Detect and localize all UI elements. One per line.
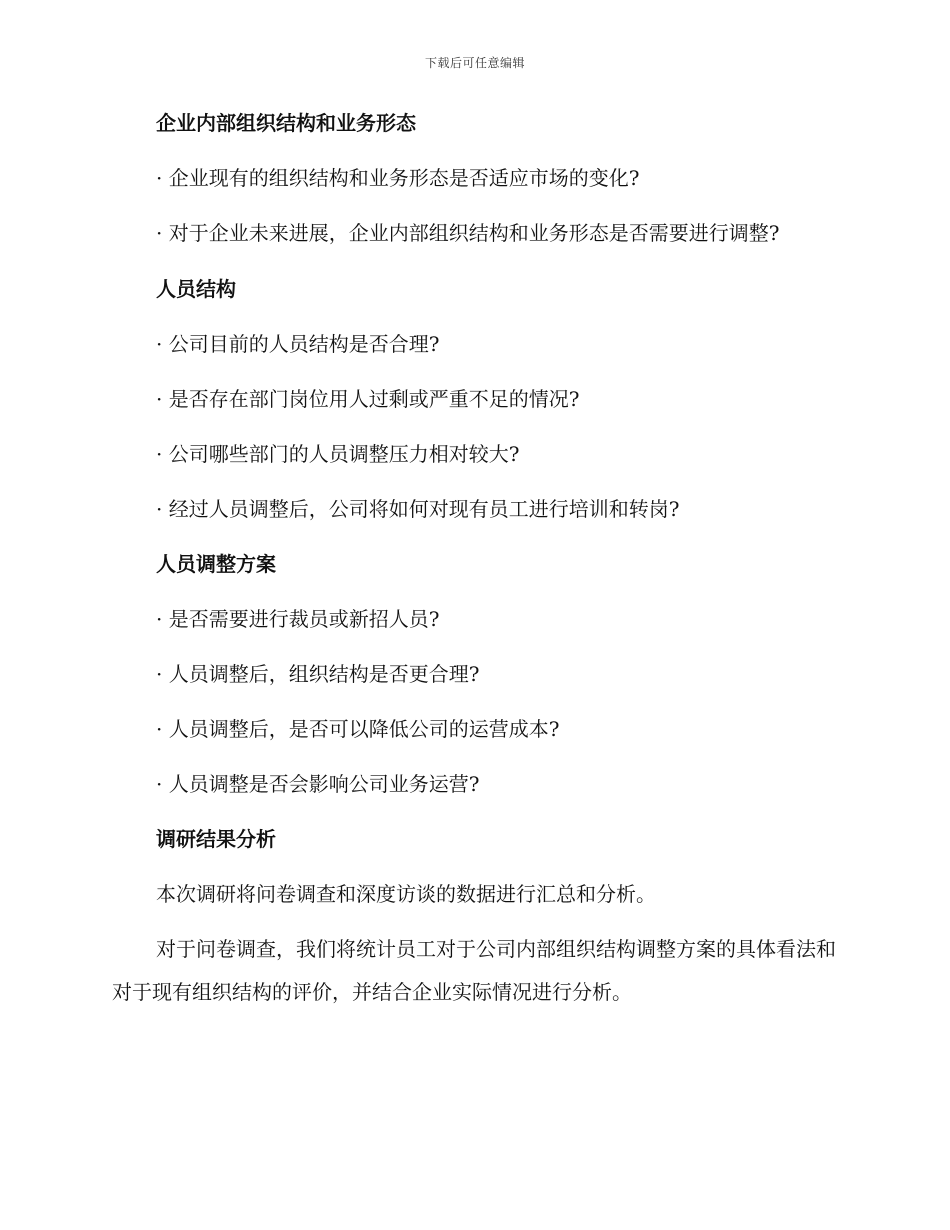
bullet-item: · 经过人员调整后，公司将如何对现有员工进行培训和转岗? <box>156 497 680 521</box>
bullet-item: · 人员调整后，组织结构是否更合理? <box>156 662 480 686</box>
document-body <box>112 108 838 1033</box>
bullet-item: · 公司哪些部门的人员调整压力相对较大? <box>156 442 520 466</box>
bullet-item: · 对于企业未来进展，企业内部组织结构和业务形态是否需要进行调整? <box>156 221 780 245</box>
bullet-item: · 企业现有的组织结构和业务形态是否适应市场的变化? <box>156 166 640 190</box>
bullet-item: · 是否存在部门岗位用人过剩或严重不足的情况? <box>156 387 580 411</box>
section-heading: 人员结构 <box>156 277 236 301</box>
section-heading: 企业内部组织结构和业务形态 <box>156 111 416 135</box>
section-heading: 调研结果分析 <box>156 827 276 851</box>
bullet-item: · 人员调整后，是否可以降低公司的运营成本? <box>156 717 560 741</box>
paragraph: 对于问卷调查，我们将统计员工对于公司内部组织结构调整方案的具体看法和对于现有组织结构的评价，并结合企业实际情况进行分析。 <box>112 937 836 1004</box>
bullet-item: · 公司目前的人员结构是否合理? <box>156 332 440 356</box>
header-note: 下载后可任意编辑 <box>424 56 525 70</box>
bullet-item: · 是否需要进行裁员或新招人员? <box>156 607 440 631</box>
section-heading: 人员调整方案 <box>156 552 276 576</box>
paragraph: 本次调研将问卷调查和深度访谈的数据进行汇总和分析。 <box>156 882 656 906</box>
bullet-item: · 人员调整是否会影响公司业务运营? <box>156 772 480 796</box>
